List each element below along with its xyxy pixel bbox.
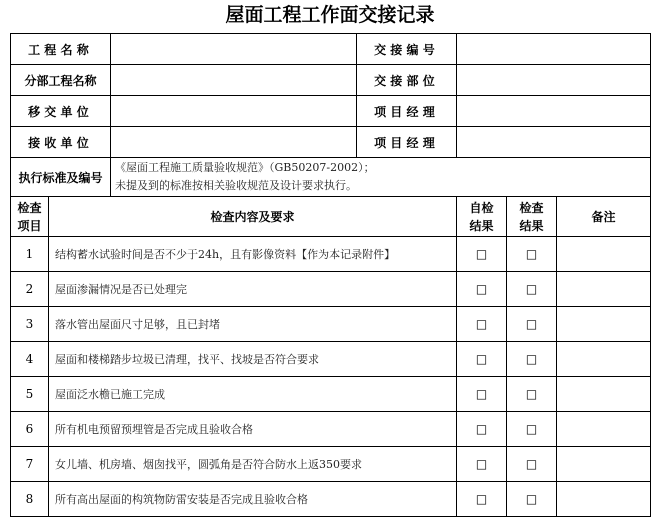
info-row-receive-unit (11, 127, 651, 158)
standard-text (111, 158, 651, 197)
value-project-manager-1[interactable] (457, 96, 651, 127)
info-row-project-name (11, 34, 651, 65)
inspect-checkbox[interactable]: □ (507, 412, 557, 447)
value-project-manager-2[interactable] (457, 127, 651, 158)
self-check-checkbox[interactable]: □ (457, 447, 507, 482)
table-row (11, 307, 651, 342)
inspect-checkbox[interactable]: □ (507, 447, 557, 482)
label-handover-location: 交接部位 (357, 65, 457, 96)
self-check-checkbox[interactable]: □ (457, 482, 507, 517)
remarks-cell[interactable] (557, 342, 651, 377)
table-row (11, 482, 651, 517)
inspect-checkbox[interactable]: □ (507, 377, 557, 412)
item-number: 1 (11, 237, 49, 272)
table-row (11, 272, 651, 307)
self-check-checkbox[interactable]: □ (457, 237, 507, 272)
item-number: 7 (11, 447, 49, 482)
remarks-cell[interactable] (557, 272, 651, 307)
header-row (11, 197, 651, 237)
inspect-checkbox[interactable]: □ (507, 482, 557, 517)
label-sub-project-name: 分部工程名称 (11, 65, 111, 96)
self-check-checkbox[interactable]: □ (457, 342, 507, 377)
value-transfer-unit[interactable] (111, 96, 357, 127)
header-item: 检查项目 (11, 197, 49, 237)
item-text: 所有机电预留预埋管是否完成且验收合格 (49, 412, 457, 447)
remarks-cell[interactable] (557, 307, 651, 342)
label-project-manager-2: 项目经理 (357, 127, 457, 158)
value-sub-project-name[interactable] (111, 65, 357, 96)
header-self-check: 自检结果 (457, 197, 507, 237)
table-row (11, 342, 651, 377)
standard-row (11, 158, 651, 197)
item-number: 6 (11, 412, 49, 447)
page-title: 屋面工程工作面交接记录 (225, 4, 435, 26)
handover-record-table (10, 33, 651, 517)
self-check-checkbox[interactable]: □ (457, 377, 507, 412)
table-row (11, 447, 651, 482)
item-number: 2 (11, 272, 49, 307)
self-check-checkbox[interactable]: □ (457, 412, 507, 447)
info-row-transfer-unit (11, 96, 651, 127)
value-handover-location[interactable] (457, 65, 651, 96)
item-text: 屋面和楼梯踏步垃圾已清理，找平、找坡是否符合要求 (49, 342, 457, 377)
inspect-checkbox[interactable]: □ (507, 237, 557, 272)
table-row (11, 377, 651, 412)
label-standard: 执行标准及编号 (11, 158, 111, 197)
header-inspect: 检查结果 (507, 197, 557, 237)
item-text: 结构蓄水试验时间是否不少于24h，且有影像资料【作为本记录附件】 (49, 237, 457, 272)
info-row-sub-project (11, 65, 651, 96)
label-receive-unit: 接收单位 (11, 127, 111, 158)
self-check-checkbox[interactable]: □ (457, 307, 507, 342)
remarks-cell[interactable] (557, 482, 651, 517)
item-number: 8 (11, 482, 49, 517)
label-project-name: 工程名称 (11, 34, 111, 65)
table-row (11, 412, 651, 447)
item-text: 屋面泛水檐已施工完成 (49, 377, 457, 412)
value-receive-unit[interactable] (111, 127, 357, 158)
label-handover-number: 交接编号 (357, 34, 457, 65)
item-number: 4 (11, 342, 49, 377)
inspect-checkbox[interactable]: □ (507, 272, 557, 307)
inspect-checkbox[interactable]: □ (507, 307, 557, 342)
label-project-manager-1: 项目经理 (357, 96, 457, 127)
self-check-checkbox[interactable]: □ (457, 272, 507, 307)
item-text: 女儿墙、机房墙、烟囱找平，圆弧角是否符合防水上返350要求 (49, 447, 457, 482)
item-text: 落水管出屋面尺寸足够，且已封堵 (49, 307, 457, 342)
value-project-name[interactable] (111, 34, 357, 65)
item-number: 5 (11, 377, 49, 412)
remarks-cell[interactable] (557, 447, 651, 482)
label-transfer-unit: 移交单位 (11, 96, 111, 127)
item-text: 所有高出屋面的构筑物防雷安装是否完成且验收合格 (49, 482, 457, 517)
remarks-cell[interactable] (557, 377, 651, 412)
item-text: 屋面渗漏情况是否已处理完 (49, 272, 457, 307)
inspect-checkbox[interactable]: □ (507, 342, 557, 377)
table-row (11, 237, 651, 272)
value-handover-number[interactable] (457, 34, 651, 65)
header-remarks: 备注 (557, 197, 651, 237)
standard-line-2: 未提及到的标准按相关验收规范及设计要求执行。 (115, 179, 357, 192)
standard-line-1: 《屋面工程施工质量验收规范》（GB50207-2002）； (115, 161, 375, 174)
header-content: 检查内容及要求 (49, 197, 457, 237)
remarks-cell[interactable] (557, 237, 651, 272)
remarks-cell[interactable] (557, 412, 651, 447)
item-number: 3 (11, 307, 49, 342)
